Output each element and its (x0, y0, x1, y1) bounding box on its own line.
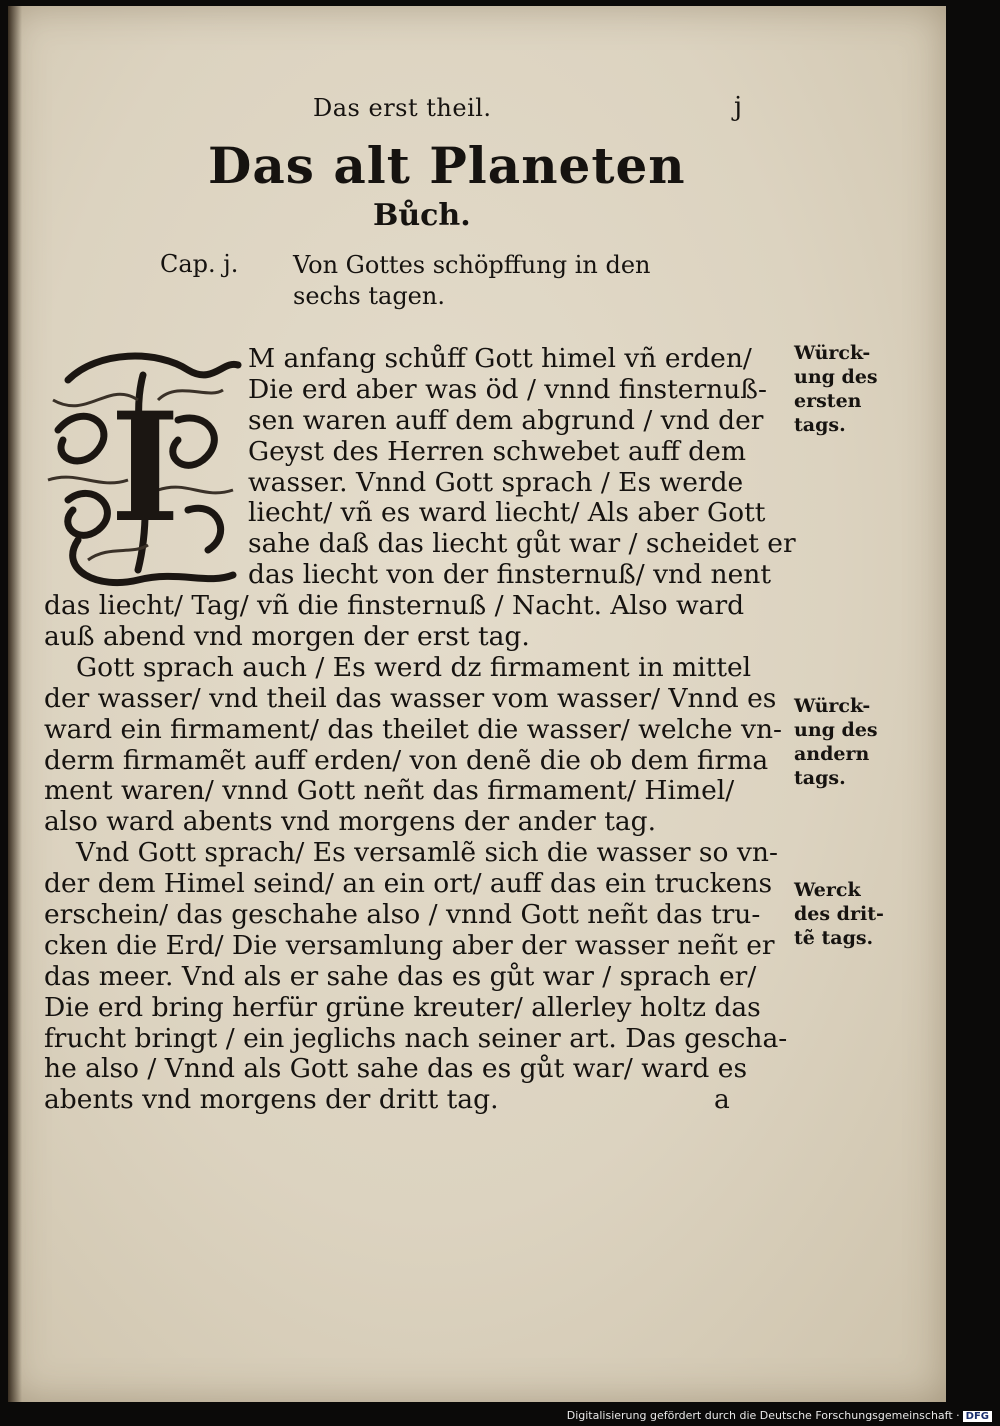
margin-note-line: tags. (794, 414, 846, 436)
margin-note-line: des drit- (794, 903, 884, 925)
text-line: also ward abents vnd morgens der ander tag. (44, 806, 657, 838)
text-line: ward ein firmament/ das theilet die wasser/ welche vn- (44, 713, 783, 745)
chapter-label: Cap. j. (160, 250, 239, 278)
margin-note-line: Werck (794, 879, 861, 901)
page-gutter-shadow (8, 6, 22, 1402)
margin-note-line: tẽ tags. (794, 927, 874, 949)
text-line: M anfang schůff Gott himel vñ erden/ (248, 343, 752, 374)
text-line: das meer. Vnd als er sahe das es gůt war / sprach er/ (44, 960, 757, 992)
text-line: der dem Himel seind/ an ein ort/ auff das ein truckens (44, 868, 773, 900)
margin-note-line: ung des (794, 719, 878, 741)
margin-note-line: Würck- (794, 695, 871, 717)
text-line: he also / Vnnd als Gott sahe das es gůt war/ ward es (44, 1053, 748, 1085)
initial-letter: I (110, 380, 181, 556)
text-line-content: abents vnd morgens der dritt tag. (44, 1084, 499, 1116)
text-line: cken die Erd/ Die versamlung aber der wasser neñt er (44, 929, 775, 961)
text-line: erschein/ das geschahe also / vnnd Gott neñt das tru- (44, 899, 761, 931)
chapter-title-line: Von Gottes schöpffung in den (293, 251, 651, 279)
margin-note-line: tags. (794, 767, 846, 789)
text-line: Vnd Gott sprach/ Es versamlẽ sich die wasser so vn- (76, 837, 778, 869)
margin-note-line: ersten (794, 390, 862, 412)
folio-number: j (734, 92, 743, 122)
text-line: auß abend vnd morgen der erst tag. (44, 621, 530, 653)
text-line: Die erd aber was öd / vnnd finsternuß- (248, 373, 767, 405)
signature-mark: a (714, 1084, 730, 1116)
text-line: der wasser/ vnd theil das wasser vom wasser/ Vnnd es (44, 682, 777, 714)
body-text (44, 344, 804, 1116)
text-line: ment waren/ vnnd Gott neñt das firmament/ Himel/ (44, 775, 735, 807)
margin-note-third-day (794, 878, 884, 950)
text-line: frucht bringt / ein jeglichs nach seiner art. Das gescha- (44, 1022, 788, 1054)
text-line: wasser. Vnnd Gott sprach / Es werde (248, 466, 744, 498)
chapter-title (293, 250, 651, 312)
running-head: Das erst theil. (313, 94, 492, 122)
text-line: Gott sprach auch / Es werd dz firmament in mittel (76, 651, 752, 683)
text-line: sahe daß das liecht gůt war / scheidet er (248, 528, 796, 560)
chapter-title-line: sechs tagen. (293, 282, 445, 310)
text-line: das liecht von der finsternuß/ vnd nent (248, 559, 771, 591)
margin-note-line: andern (794, 743, 870, 765)
margin-note-first-day (794, 341, 878, 437)
text-line: das liecht/ Tag/ vñ die finsternuß / Nacht. Also ward (44, 590, 745, 622)
page-title-line2: Bůch. (373, 198, 471, 233)
text-line (44, 1085, 804, 1116)
text-line: derm firmamẽt auff erden/ von denẽ die ob dem firma (44, 744, 769, 776)
text-line: liecht/ vñ es ward liecht/ Als aber Gott (248, 497, 766, 529)
page-title: Das alt Planeten (208, 136, 686, 195)
text-line: sen waren auff dem abgrund / vnd der (248, 404, 764, 436)
book-page (8, 6, 946, 1402)
footer-credit (567, 1409, 992, 1422)
margin-note-second-day (794, 694, 878, 790)
text-line: Geyst des Herren schwebet auff dem (248, 435, 746, 467)
margin-note-line: ung des (794, 366, 878, 388)
dfg-logo: DFG (963, 1411, 992, 1422)
text-line: Die erd bring herfür grüne kreuter/ allerley holtz das (44, 991, 761, 1023)
margin-note-line: Würck- (794, 342, 871, 364)
footer-text: Digitalisierung gefördert durch die Deutsche Forschungsgemeinschaft · (566, 1409, 960, 1422)
